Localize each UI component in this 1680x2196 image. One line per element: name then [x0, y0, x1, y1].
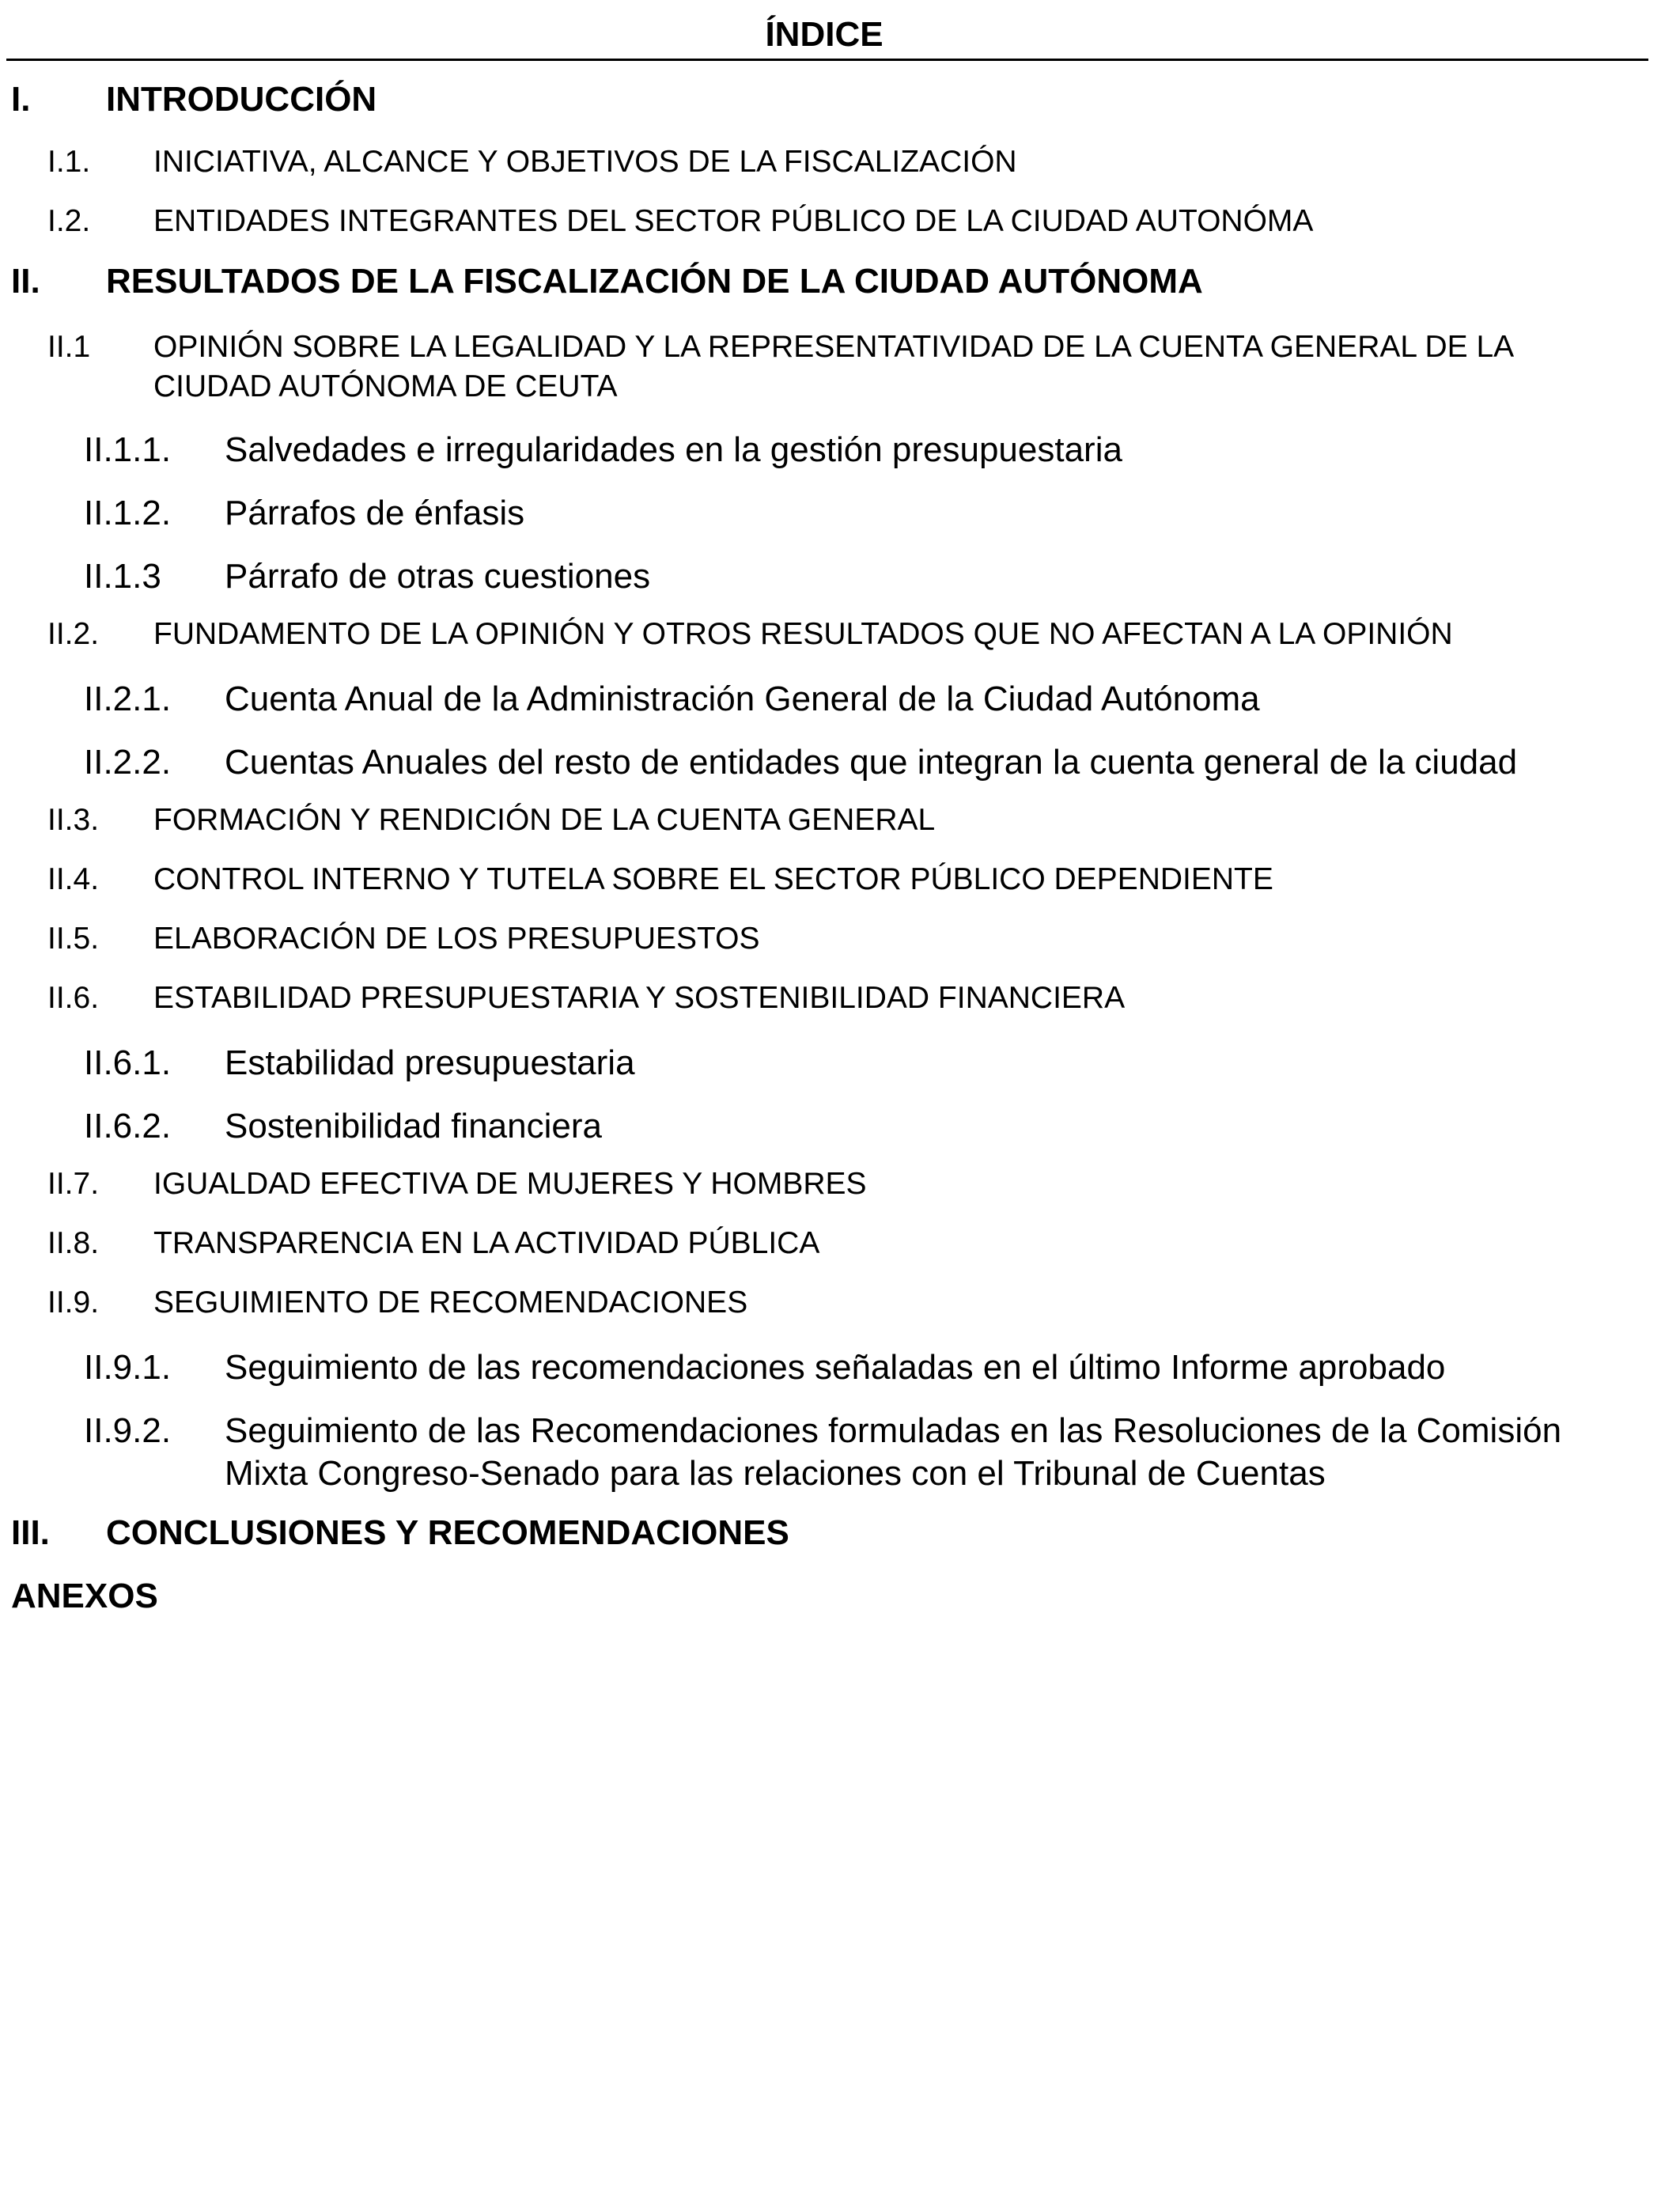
toc-subsection: [0, 919, 1680, 979]
toc-entry-number: III.: [11, 1513, 50, 1552]
toc-section-heading: [0, 261, 1680, 328]
toc-subsubsection: [0, 429, 1680, 492]
toc-entry-number: II.1.1.: [84, 430, 172, 469]
toc-entry-number: II.: [11, 262, 40, 301]
toc-entry-number: II.2.: [47, 617, 100, 651]
toc-entry-title: CONCLUSIONES Y RECOMENDACIONES: [106, 1513, 789, 1552]
toc-entry-title: INICIATIVA, ALCANCE Y OBJETIVOS DE LA FISCALIZACIÓN: [153, 145, 1017, 179]
toc-entry-number: II.5.: [47, 922, 100, 956]
toc-entry-number: II.2.2.: [84, 743, 172, 782]
toc-entry-number: I.1.: [47, 145, 91, 179]
toc-entry-title: INTRODUCCIÓN: [106, 80, 377, 119]
toc-subsection: [0, 142, 1680, 202]
toc-subsection: [0, 1283, 1680, 1346]
toc-subsection: [0, 328, 1680, 429]
toc-entry-title: Cuentas Anuales del resto de entidades que integran la cuenta general de la ciudad: [225, 743, 1518, 782]
table-of-contents: [0, 79, 1680, 1623]
toc-entry-title: Párrafos de énfasis: [225, 494, 525, 532]
toc-subsection: [0, 615, 1680, 678]
toc-entry-number: II.1: [47, 330, 91, 364]
toc-entry-title: ESTABILIDAD PRESUPUESTARIA Y SOSTENIBILIDAD FINANCIERA: [153, 981, 1126, 1015]
toc-subsection: [0, 860, 1680, 919]
toc-entry-number: II.1.2.: [84, 494, 172, 532]
toc-entry-title: Salvedades e irregularidades en la gestión presupuestaria: [225, 430, 1122, 469]
toc-entry-number: II.2.1.: [84, 680, 172, 718]
toc-section-heading: [0, 79, 1680, 142]
toc-entry-title: IGUALDAD EFECTIVA DE MUJERES Y HOMBRES: [153, 1167, 867, 1201]
toc-subsection: [0, 979, 1680, 1042]
toc-subsubsection: [0, 1105, 1680, 1164]
toc-subsection: [0, 202, 1680, 261]
toc-entry-title: FUNDAMENTO DE LA OPINIÓN Y OTROS RESULTADOS QUE NO AFECTAN A LA OPINIÓN: [153, 617, 1453, 651]
toc-entry-title: Sostenibilidad financiera: [225, 1107, 602, 1145]
toc-subsubsection: [0, 741, 1680, 801]
toc-entry-number: I.: [11, 80, 31, 119]
toc-entry-number: II.7.: [47, 1167, 100, 1201]
toc-entry-title: Seguimiento de las Recomendaciones formuladas en las Resoluciones de la Comisión Mixta Congreso-Senado para las relaciones con el Tribunal de Cuentas: [225, 1411, 1562, 1493]
toc-entry-title: FORMACIÓN Y RENDICIÓN DE LA CUENTA GENERAL: [153, 803, 936, 837]
toc-subsubsection: [0, 555, 1680, 615]
toc-entry-number: II.6.2.: [84, 1107, 172, 1145]
toc-entry-title: Cuenta Anual de la Administración General de la Ciudad Autónoma: [225, 680, 1260, 718]
toc-subsubsection: [0, 1042, 1680, 1105]
toc-entry-number: I.2.: [47, 204, 91, 238]
title-divider: [6, 59, 1648, 61]
toc-entry-number: II.9.2.: [84, 1411, 172, 1450]
toc-entry-number: II.4.: [47, 862, 100, 896]
toc-entry-number: II.8.: [47, 1226, 100, 1260]
toc-subsection: [0, 1164, 1680, 1224]
toc-subsection: [0, 801, 1680, 860]
toc-entry-title: Párrafo de otras cuestiones: [225, 557, 651, 596]
toc-section-heading: [0, 1513, 1680, 1576]
toc-entry-number: II.6.1.: [84, 1043, 172, 1082]
toc-entry-title: TRANSPARENCIA EN LA ACTIVIDAD PÚBLICA: [153, 1226, 820, 1260]
toc-entry-title: SEGUIMIENTO DE RECOMENDACIONES: [153, 1285, 748, 1319]
toc-section-heading: [0, 1576, 1680, 1623]
toc-entry-number: II.1.3: [84, 557, 161, 596]
toc-entry-title: Estabilidad presupuestaria: [225, 1043, 635, 1082]
toc-subsection: [0, 1224, 1680, 1283]
toc-entry-title: Seguimiento de las recomendaciones señaladas en el último Informe aprobado: [225, 1348, 1446, 1387]
toc-entry-title: ENTIDADES INTEGRANTES DEL SECTOR PÚBLICO DE LA CIUDAD AUTONÓMA: [153, 204, 1314, 238]
toc-entry-title: ELABORACIÓN DE LOS PRESUPUESTOS: [153, 922, 760, 956]
toc-subsubsection: [0, 1346, 1680, 1410]
page-title: ÍNDICE: [765, 15, 884, 54]
toc-subsubsection: [0, 492, 1680, 555]
toc-subsubsection: [0, 1410, 1680, 1513]
toc-entry-number: II.9.: [47, 1285, 100, 1319]
toc-entry-number: II.6.: [47, 981, 100, 1015]
toc-entry-number: II.3.: [47, 803, 100, 837]
toc-entry-title: OPINIÓN SOBRE LA LEGALIDAD Y LA REPRESENTATIVIDAD DE LA CUENTA GENERAL DE LA CIUDAD AUTÓNOMA DE CEUTA: [153, 330, 1513, 403]
toc-entry-title: ANEXOS: [11, 1577, 158, 1615]
toc-entry-title: CONTROL INTERNO Y TUTELA SOBRE EL SECTOR PÚBLICO DEPENDIENTE: [153, 862, 1273, 896]
toc-entry-title: RESULTADOS DE LA FISCALIZACIÓN DE LA CIUDAD AUTÓNOMA: [106, 262, 1203, 301]
toc-entry-number: II.9.1.: [84, 1348, 172, 1387]
toc-subsubsection: [0, 678, 1680, 741]
